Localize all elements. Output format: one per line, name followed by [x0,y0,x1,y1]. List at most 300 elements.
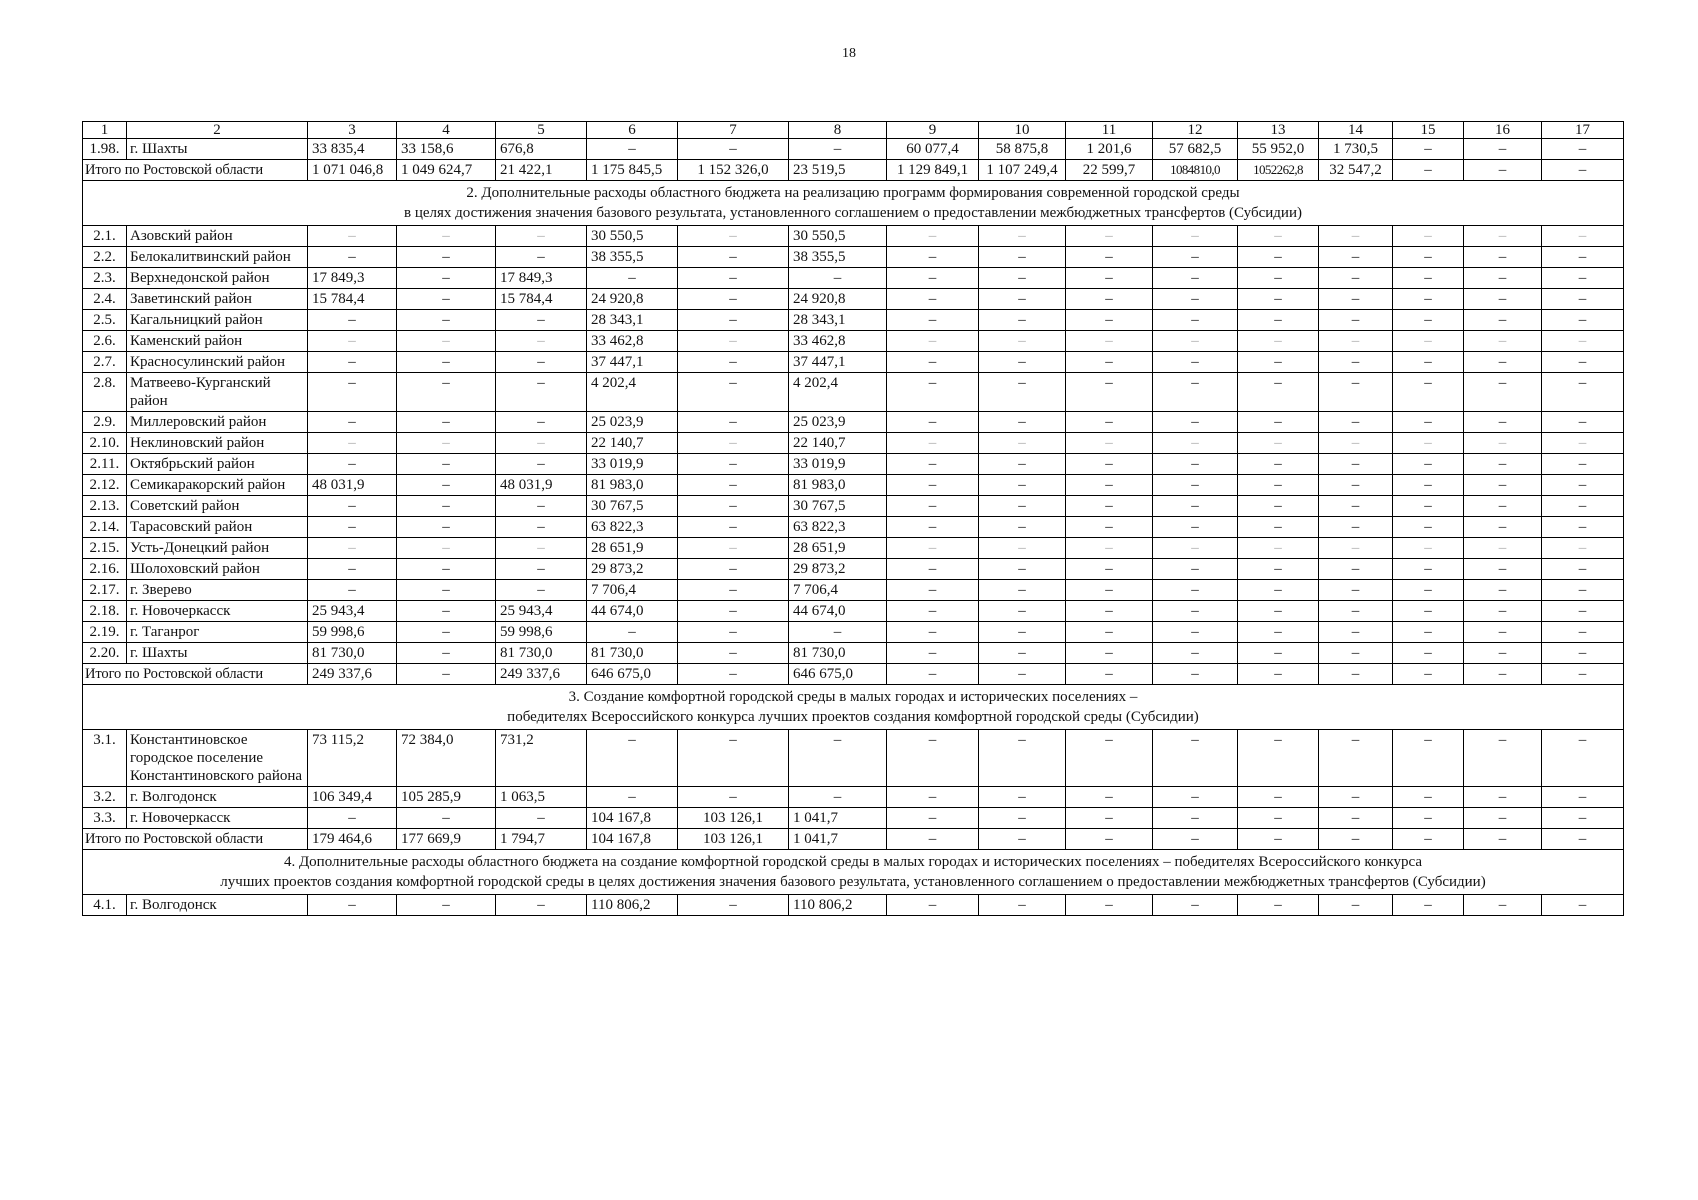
table-row [83,226,1624,247]
value-cell: – [1393,331,1464,352]
value-cell: – [1464,139,1542,160]
value-cell: 249 337,6 [496,664,587,685]
value-cell: 1 049 624,7 [397,160,496,181]
value-cell: – [1153,331,1238,352]
value-cell: 1 107 249,4 [979,160,1066,181]
column-number: 1 [83,122,127,139]
value-cell: 1 071 046,8 [308,160,397,181]
value-cell: – [1464,433,1542,454]
value-cell: – [1393,160,1464,181]
row-number: 2.5. [83,310,127,331]
value-cell: – [1393,412,1464,433]
row-name: г. Волгодонск [127,895,308,916]
section-title [83,685,1624,730]
value-cell: – [887,412,979,433]
value-cell: – [1464,412,1542,433]
value-cell: – [1393,475,1464,496]
value-cell: 28 343,1 [587,310,678,331]
value-cell: – [887,352,979,373]
value-cell: – [1393,517,1464,538]
value-cell: – [1319,373,1393,412]
value-cell: 1 063,5 [496,787,587,808]
value-cell: 110 806,2 [789,895,887,916]
value-cell: – [1066,829,1153,850]
row-name: Матвеево-Курганский район [127,373,308,412]
value-cell: 23 519,5 [789,160,887,181]
column-number: 16 [1464,122,1542,139]
value-cell: – [1153,247,1238,268]
value-cell: – [1393,496,1464,517]
value-cell: – [1319,517,1393,538]
value-cell: – [1238,247,1319,268]
value-cell: – [887,517,979,538]
table-row [83,433,1624,454]
page-number: 18 [842,46,856,61]
value-cell: – [308,538,397,559]
row-number: 2.13. [83,496,127,517]
row-number: 2.11. [83,454,127,475]
section-title-line: 4. Дополнительные расходы областного бюджета на создание комфортной городской среды в малых городах и исторических поселениях – победителях Всероссийского конкурса [283,854,1423,870]
value-cell: – [887,475,979,496]
value-cell: – [887,643,979,664]
budget-table [82,121,1624,916]
row-number: 2.19. [83,622,127,643]
value-cell: – [979,601,1066,622]
value-cell: – [979,730,1066,787]
value-cell: 104 167,8 [587,829,678,850]
row-name: Усть-Донецкий район [127,538,308,559]
value-cell: – [496,538,587,559]
value-cell: – [1464,580,1542,601]
value-cell: – [1319,352,1393,373]
value-cell: 81 730,0 [587,643,678,664]
column-number: 12 [1153,122,1238,139]
value-cell: – [1066,580,1153,601]
value-cell: – [1542,622,1624,643]
table-row [83,730,1624,787]
value-cell: – [979,895,1066,916]
value-cell: 33 019,9 [587,454,678,475]
value-cell: – [979,496,1066,517]
value-cell: 646 675,0 [587,664,678,685]
row-number: 2.16. [83,559,127,580]
value-cell: – [496,352,587,373]
value-cell: – [678,352,789,373]
row-number: 2.12. [83,475,127,496]
value-cell: – [1464,496,1542,517]
value-cell: – [678,247,789,268]
value-cell: – [1238,454,1319,475]
value-cell: – [496,454,587,475]
value-cell: – [678,517,789,538]
value-cell: – [397,559,496,580]
value-cell: – [1066,226,1153,247]
value-cell: – [496,412,587,433]
value-cell: – [1066,808,1153,829]
value-cell: – [496,373,587,412]
value-cell: 22 599,7 [1066,160,1153,181]
value-cell: – [1393,829,1464,850]
value-cell: 1 201,6 [1066,139,1153,160]
value-cell: 646 675,0 [789,664,887,685]
value-cell: 73 115,2 [308,730,397,787]
value-cell: – [1319,643,1393,664]
value-cell: – [1464,226,1542,247]
row-number: 2.1. [83,226,127,247]
value-cell: – [1319,601,1393,622]
value-cell: – [1066,538,1153,559]
value-cell: – [1238,730,1319,787]
value-cell: 22 140,7 [789,433,887,454]
value-cell: – [587,139,678,160]
value-cell: – [308,454,397,475]
value-cell: – [1464,538,1542,559]
value-cell: – [496,580,587,601]
value-cell: – [1238,412,1319,433]
section-header-row [83,850,1624,895]
value-cell: – [1238,787,1319,808]
value-cell: – [1542,433,1624,454]
value-cell: 17 849,3 [308,268,397,289]
value-cell: – [887,808,979,829]
value-cell: – [1542,829,1624,850]
row-name: г. Новочеркасск [127,601,308,622]
value-cell: – [1393,730,1464,787]
value-cell: – [308,580,397,601]
value-cell: – [1153,268,1238,289]
value-cell: 28 651,9 [789,538,887,559]
value-cell: – [678,580,789,601]
value-cell: – [1238,517,1319,538]
column-number: 10 [979,122,1066,139]
value-cell: – [397,517,496,538]
value-cell: – [1238,538,1319,559]
value-cell: – [1319,787,1393,808]
value-cell: – [308,559,397,580]
value-cell: – [1153,454,1238,475]
value-cell: – [789,787,887,808]
value-cell: – [496,517,587,538]
value-cell: – [397,808,496,829]
value-cell: – [1238,268,1319,289]
value-cell: 7 706,4 [587,580,678,601]
value-cell: – [887,247,979,268]
row-number: 3.3. [83,808,127,829]
value-cell: – [1319,475,1393,496]
value-cell: – [1066,664,1153,685]
row-number: 2.7. [83,352,127,373]
value-cell: – [1238,643,1319,664]
value-cell: – [397,454,496,475]
value-cell: – [1153,496,1238,517]
value-cell: – [1542,664,1624,685]
value-cell: 37 447,1 [789,352,887,373]
value-cell: – [887,310,979,331]
value-cell: – [587,730,678,787]
table-row [83,352,1624,373]
value-cell: 81 983,0 [789,475,887,496]
value-cell: – [678,559,789,580]
value-cell: – [887,454,979,475]
row-number: 2.3. [83,268,127,289]
value-cell: – [308,895,397,916]
row-name: Каменский район [127,331,308,352]
value-cell: – [1542,352,1624,373]
value-cell: – [1393,787,1464,808]
value-cell: 33 158,6 [397,139,496,160]
value-cell: – [887,787,979,808]
value-cell: – [1319,730,1393,787]
row-name: Советский район [127,496,308,517]
value-cell: – [1542,538,1624,559]
value-cell: – [1153,517,1238,538]
value-cell: 29 873,2 [587,559,678,580]
value-cell: 81 730,0 [496,643,587,664]
value-cell: – [1066,496,1153,517]
value-cell: 58 875,8 [979,139,1066,160]
table-row [83,247,1624,268]
row-name: г. Таганрог [127,622,308,643]
value-cell: – [1238,475,1319,496]
value-cell: – [979,433,1066,454]
value-cell: – [1238,601,1319,622]
value-cell: 1 041,7 [789,808,887,829]
table-row [83,517,1624,538]
row-name: Красносулинский район [127,352,308,373]
row-name: Заветинский район [127,289,308,310]
value-cell: 17 849,3 [496,268,587,289]
value-cell: – [979,352,1066,373]
value-cell: – [678,643,789,664]
value-cell: 1 794,7 [496,829,587,850]
column-number: 11 [1066,122,1153,139]
value-cell: 105 285,9 [397,787,496,808]
value-cell: – [1542,559,1624,580]
value-cell: – [1464,352,1542,373]
row-name: Миллеровский район [127,412,308,433]
value-cell: – [1319,538,1393,559]
value-cell: 24 920,8 [587,289,678,310]
value-cell: – [1542,580,1624,601]
value-cell: – [1238,352,1319,373]
value-cell: – [789,730,887,787]
column-number: 3 [308,122,397,139]
total-row [83,664,1624,685]
value-cell: – [1393,289,1464,310]
value-cell: – [1066,289,1153,310]
value-cell: – [1153,787,1238,808]
value-cell: – [397,601,496,622]
table-row [83,412,1624,433]
value-cell: – [979,310,1066,331]
value-cell: 249 337,6 [308,664,397,685]
value-cell: – [1464,475,1542,496]
value-cell: – [1393,226,1464,247]
value-cell: – [979,643,1066,664]
value-cell: – [1153,538,1238,559]
value-cell: – [887,601,979,622]
column-number: 6 [587,122,678,139]
value-cell: – [1464,601,1542,622]
value-cell: 59 998,6 [496,622,587,643]
value-cell: 57 682,5 [1153,139,1238,160]
row-name: г. Волгодонск [127,787,308,808]
value-cell: – [308,331,397,352]
value-cell: – [1319,664,1393,685]
value-cell: – [887,664,979,685]
value-cell: – [678,664,789,685]
value-cell: – [397,895,496,916]
value-cell: – [979,412,1066,433]
value-cell: – [1238,433,1319,454]
row-name: Верхнедонской район [127,268,308,289]
row-number: 2.4. [83,289,127,310]
value-cell: – [1153,289,1238,310]
row-number: 2.2. [83,247,127,268]
value-cell: – [308,373,397,412]
value-cell: – [587,622,678,643]
value-cell: – [1464,517,1542,538]
value-cell: 104 167,8 [587,808,678,829]
table-row [83,538,1624,559]
value-cell: – [1393,538,1464,559]
value-cell: – [1393,601,1464,622]
value-cell: – [1238,310,1319,331]
value-cell: – [887,433,979,454]
value-cell: – [1153,412,1238,433]
total-row [83,829,1624,850]
value-cell: – [678,412,789,433]
row-number: 3.2. [83,787,127,808]
row-number: 4.1. [83,895,127,916]
value-cell: – [1319,895,1393,916]
value-cell: – [1238,331,1319,352]
value-cell: – [1319,289,1393,310]
value-cell: – [678,895,789,916]
value-cell: – [979,538,1066,559]
section-header-row [83,685,1624,730]
value-cell: – [397,580,496,601]
value-cell: – [1542,808,1624,829]
value-cell: – [1319,310,1393,331]
row-name: Белокалитвинский район [127,247,308,268]
value-cell: – [1238,373,1319,412]
value-cell: – [1153,829,1238,850]
value-cell: – [1542,139,1624,160]
value-cell: – [587,268,678,289]
value-cell: – [887,289,979,310]
value-cell: – [678,475,789,496]
value-cell: – [1542,373,1624,412]
value-cell: – [1066,601,1153,622]
value-cell: – [308,247,397,268]
table-row [83,139,1624,160]
value-cell: – [1066,643,1153,664]
value-cell: – [1153,580,1238,601]
row-number: 2.10. [83,433,127,454]
value-cell: – [1238,226,1319,247]
column-number: 5 [496,122,587,139]
value-cell: 59 998,6 [308,622,397,643]
value-cell: – [1393,580,1464,601]
value-cell: – [1238,664,1319,685]
row-number: 2.17. [83,580,127,601]
value-cell: – [789,268,887,289]
value-cell: – [1066,268,1153,289]
table-row [83,601,1624,622]
value-cell: – [397,310,496,331]
value-cell: – [979,373,1066,412]
value-cell: – [678,433,789,454]
value-cell: – [887,730,979,787]
value-cell: – [1319,247,1393,268]
value-cell: – [1319,331,1393,352]
value-cell: – [1393,310,1464,331]
row-name: Неклиновский район [127,433,308,454]
value-cell: – [1238,289,1319,310]
value-cell: – [678,787,789,808]
column-number: 7 [678,122,789,139]
value-cell: – [1153,559,1238,580]
value-cell: – [397,226,496,247]
value-cell: – [308,517,397,538]
value-cell: 81 730,0 [789,643,887,664]
value-cell: – [308,808,397,829]
value-cell: – [1153,808,1238,829]
value-cell: 60 077,4 [887,139,979,160]
value-cell: – [397,412,496,433]
value-cell: – [1542,160,1624,181]
value-cell: 1 175 845,5 [587,160,678,181]
value-cell: – [1153,433,1238,454]
value-cell: – [1319,496,1393,517]
value-cell: – [1153,664,1238,685]
value-cell: – [979,226,1066,247]
value-cell: – [1464,559,1542,580]
section-title-line: лучших проектов создания комфортной городской среды в целях достижения значения базового результата, установленного соглашением о предоставлении межбюджетных трансфертов (Субсидии) [220,874,1486,890]
value-cell: – [496,433,587,454]
value-cell: – [979,268,1066,289]
value-cell: – [1153,643,1238,664]
value-cell: – [887,829,979,850]
value-cell: – [1464,247,1542,268]
value-cell: 33 019,9 [789,454,887,475]
value-cell: – [1238,808,1319,829]
value-cell: 15 784,4 [496,289,587,310]
value-cell: – [1066,559,1153,580]
value-cell: 33 462,8 [587,331,678,352]
value-cell: – [887,580,979,601]
table-body [83,122,1624,916]
column-number: 9 [887,122,979,139]
value-cell: – [887,331,979,352]
value-cell: – [397,247,496,268]
value-cell: – [308,352,397,373]
value-cell: – [678,730,789,787]
value-cell: – [496,331,587,352]
value-cell: – [1542,601,1624,622]
value-cell: 110 806,2 [587,895,678,916]
value-cell: – [1542,454,1624,475]
value-cell: – [1066,310,1153,331]
value-cell: – [1066,895,1153,916]
value-cell: – [1153,622,1238,643]
value-cell: – [1319,622,1393,643]
value-cell: – [308,310,397,331]
value-cell: 30 767,5 [789,496,887,517]
value-cell: 30 550,5 [587,226,678,247]
table-row [83,622,1624,643]
